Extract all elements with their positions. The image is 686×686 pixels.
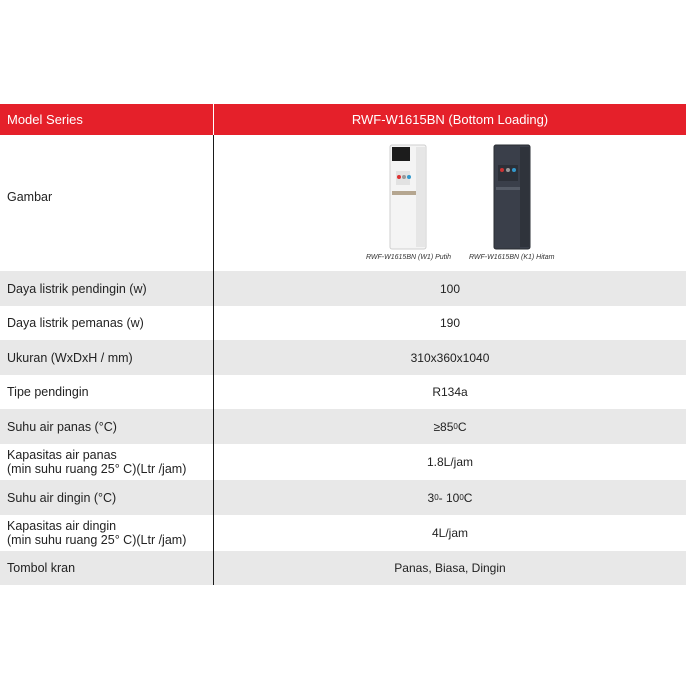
- row-label: Daya listrik pemanas (w): [0, 306, 214, 340]
- table-row: [0, 551, 686, 585]
- table-row: [0, 409, 686, 444]
- table-row: [0, 444, 686, 480]
- white-dispenser-image: [386, 143, 430, 251]
- row-label: Suhu air panas (°C): [0, 409, 214, 444]
- row-label: Tipe pendingin: [0, 375, 214, 409]
- header-label: Model Series: [0, 104, 214, 135]
- row-label: Suhu air dingin (°C): [0, 480, 214, 515]
- row-value: 4L/jam: [431, 526, 469, 540]
- table-row: [0, 306, 686, 340]
- row-value: R134a: [432, 385, 468, 399]
- table-row: [0, 515, 686, 551]
- image-row-label: Gambar: [0, 135, 214, 271]
- row-value: 3 0 - 10 0 C: [427, 490, 473, 505]
- row-value: 100: [439, 281, 461, 296]
- header-row: [0, 104, 686, 135]
- row-value: 310x360x1040: [410, 350, 490, 365]
- table-row: [0, 340, 686, 375]
- row-value: Panas, Biasa, Dingin: [394, 561, 506, 575]
- table-row: [0, 271, 686, 306]
- black-dispenser-image: [490, 143, 534, 251]
- product-images: [214, 135, 686, 271]
- row-label: Daya listrik pendingin (w): [0, 271, 214, 306]
- black-caption: RWF-W1615BN (K1) Hitam: [469, 254, 555, 261]
- row-value: ≥85 0 C: [433, 419, 467, 434]
- row-value: 190: [439, 316, 461, 330]
- image-row: [0, 135, 686, 271]
- row-value: 1.8L/jam: [426, 455, 474, 469]
- row-label: Kapasitas air panas (min suhu ruang 25° C)(Ltr /jam): [0, 444, 214, 480]
- row-label: Tombol kran: [0, 551, 214, 585]
- header-value: RWF-W1615BN (Bottom Loading): [351, 112, 549, 127]
- table-row: [0, 375, 686, 409]
- row-label: Kapasitas air dingin (min suhu ruang 25° C)(Ltr /jam): [0, 515, 214, 551]
- row-label: Ukuran (WxDxH / mm): [0, 340, 214, 375]
- table-row: [0, 480, 686, 515]
- spec-table: [0, 104, 686, 585]
- white-caption: RWF-W1615BN (W1) Putih: [366, 254, 452, 261]
